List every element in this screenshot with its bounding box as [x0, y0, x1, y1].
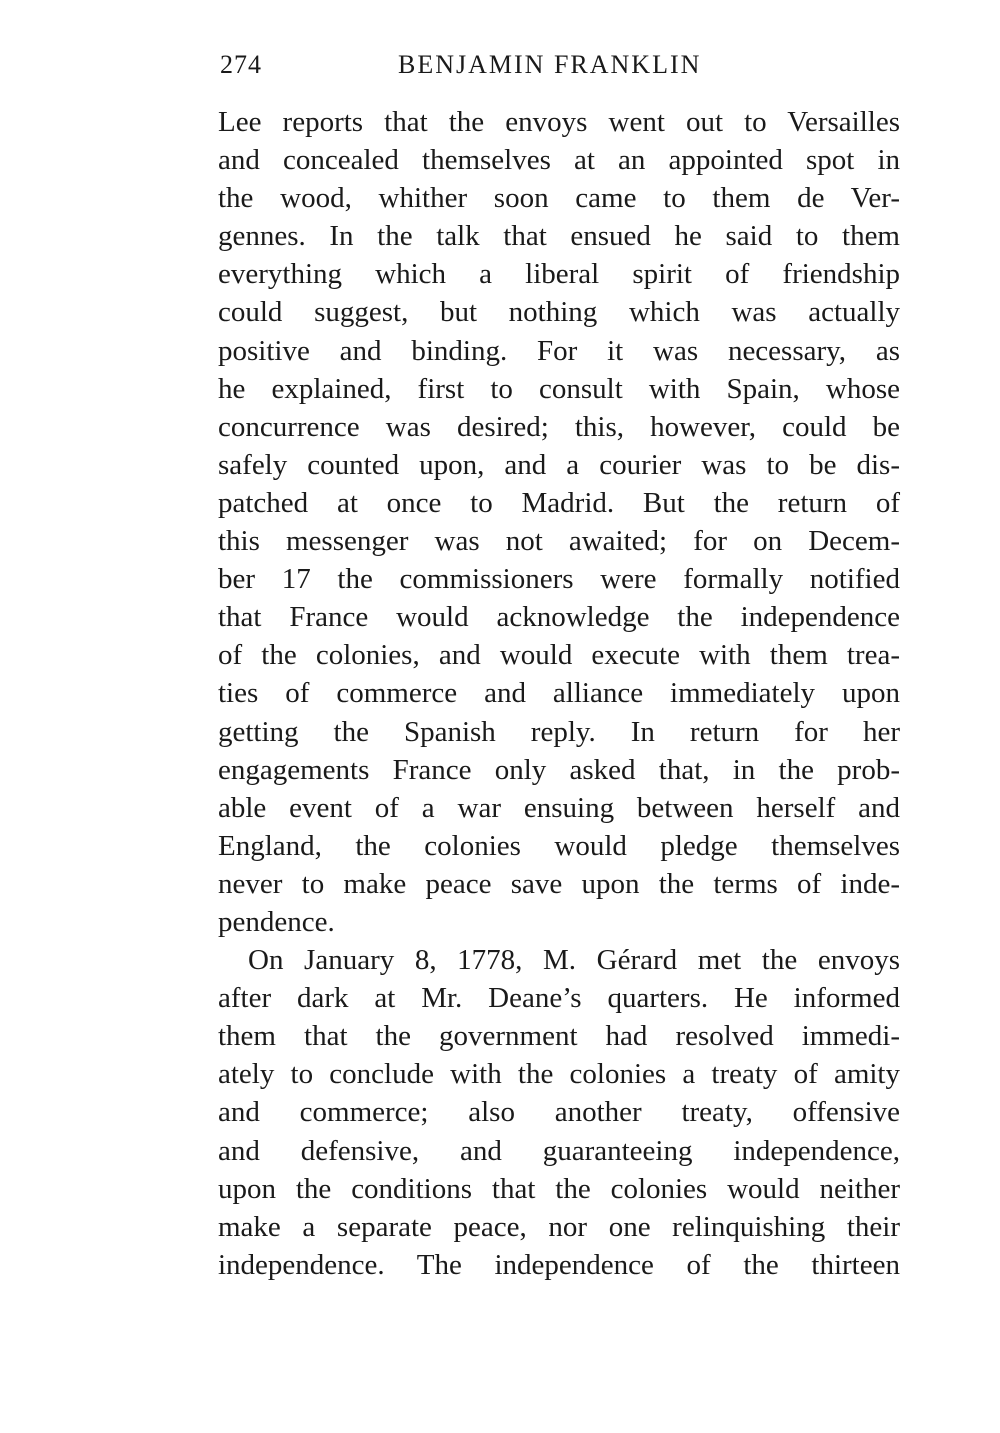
text-line: and commerce; also another treaty, offensive [218, 1096, 900, 1129]
text-line: upon the conditions that the colonies would neither [218, 1172, 900, 1205]
body-text [218, 103, 900, 1284]
running-head [218, 44, 900, 84]
text-line: he explained, first to consult with Spain, whose [218, 372, 900, 405]
text-line: ber 17 the commissioners were formally notified [218, 563, 900, 596]
text-line: could suggest, but nothing which was actually [218, 296, 900, 329]
page-number: 274 [220, 50, 262, 79]
text-line: engagements France only asked that, in the prob- [218, 753, 900, 786]
text-line: the wood, whither soon came to them de Ver- [218, 182, 900, 215]
text-line: Lee reports that the envoys went out to Versailles [218, 106, 900, 138]
text-line: of the colonies, and would execute with them trea- [218, 639, 900, 672]
text-line: gennes. In the talk that ensued he said to them [218, 220, 900, 253]
book-page [218, 44, 900, 1284]
text-line: getting the Spanish reply. In return for her [218, 715, 900, 748]
text-line: ately to conclude with the colonies a treaty of amity [218, 1058, 900, 1091]
running-title: BENJAMIN FRANKLIN [398, 50, 702, 79]
text-line: England, the colonies would pledge themselves [218, 829, 900, 862]
text-line: safely counted upon, and a courier was to be dis- [218, 448, 900, 481]
text-line: On January 8, 1778, M. Gérard met the envoys [248, 944, 900, 977]
text-line: and concealed themselves at an appointed spot in [218, 144, 900, 177]
text-line: make a separate peace, nor one relinquishing their [218, 1210, 900, 1243]
text-line: after dark at Mr. Deane’s quarters. He informed [218, 982, 900, 1015]
text-line: concurrence was desired; this, however, could be [218, 410, 900, 443]
text-line: ties of commerce and alliance immediately upon [218, 677, 900, 710]
text-line: able event of a war ensuing between herself and [218, 791, 900, 824]
text-line: them that the government had resolved immedi- [218, 1020, 900, 1053]
text-line: patched at once to Madrid. But the return of [218, 486, 900, 519]
paragraph-1 [218, 103, 900, 941]
text-line: pendence. [218, 905, 335, 938]
text-line: never to make peace save upon the terms of inde- [218, 867, 900, 900]
text-line: and defensive, and guaranteeing independence, [218, 1134, 900, 1167]
text-line: independence. The independence of the thirteen [218, 1248, 900, 1281]
paragraph-2 [218, 941, 900, 1284]
text-line: positive and binding. For it was necessary, as [218, 334, 900, 367]
text-line: everything which a liberal spirit of friendship [218, 258, 900, 291]
text-line: this messenger was not awaited; for on Decem- [218, 525, 900, 558]
text-line: that France would acknowledge the independence [218, 601, 900, 634]
